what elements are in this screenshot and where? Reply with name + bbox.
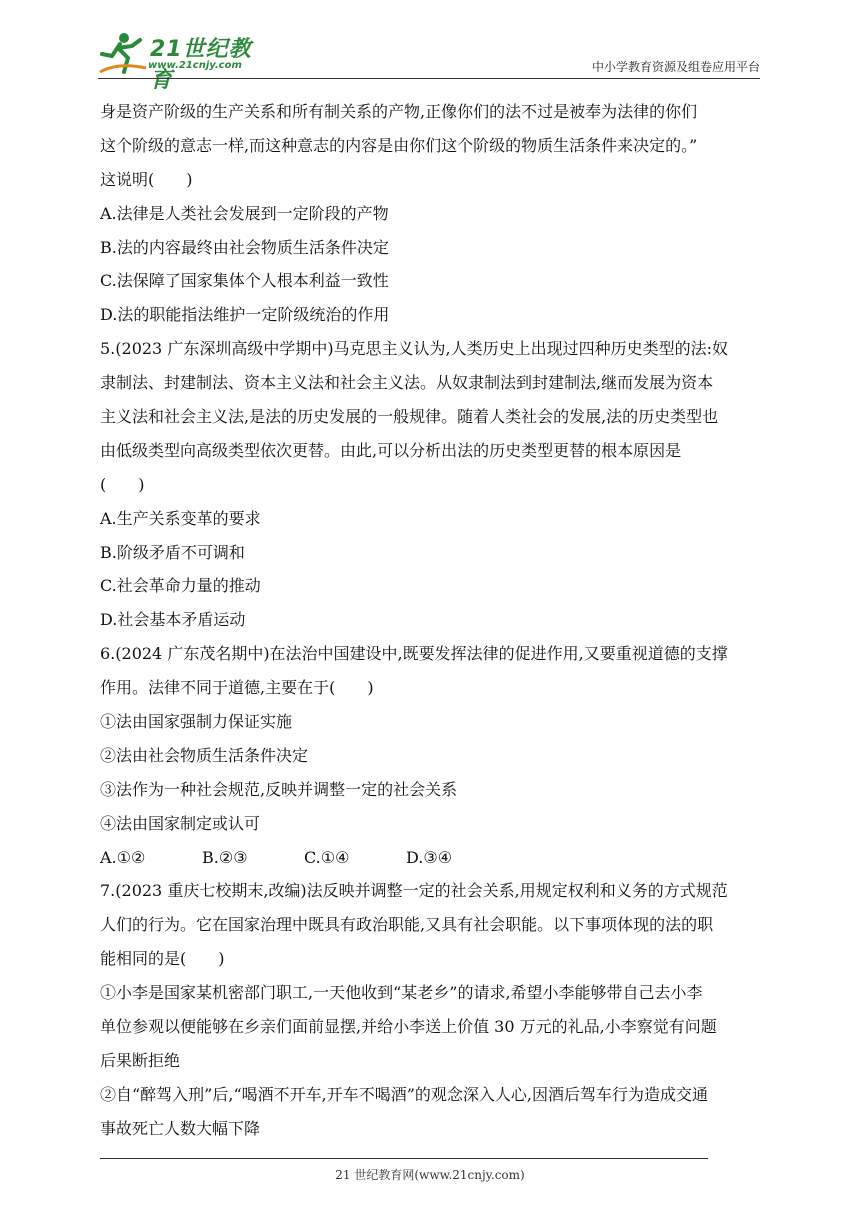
platform-label: 中小学教育资源及组卷应用平台 — [591, 60, 760, 74]
text-line: 这说明( ) — [100, 169, 193, 189]
option-line: C.社会革命力量的推动 — [100, 576, 261, 596]
option-b: B.②③ — [202, 847, 248, 867]
option-d: D.③④ — [406, 847, 453, 867]
statement-line: ①小李是国家某机密部门职工,一天他收到“某老乡”的请求,希望小李能够带自己去小李 — [100, 983, 703, 1003]
statement-line: ①法由国家强制力保证实施 — [100, 712, 293, 732]
option-line: D.社会基本矛盾运动 — [100, 610, 246, 630]
text-line: 能相同的是( ) — [100, 949, 225, 969]
text-line: 后果断拒绝 — [100, 1050, 181, 1070]
logo-text: 21世纪教育 — [150, 37, 252, 93]
header-divider — [98, 78, 760, 79]
document-body — [100, 95, 760, 1146]
text-line: 这个阶级的意志一样,而这种意志的内容是由你们这个阶级的物质生活条件来决定的。” — [100, 135, 698, 155]
question-7: 7.(2023 重庆七校期末,改编)法反映并调整一定的社会关系,用规定权利和义务的方式规范 — [100, 881, 728, 901]
text-line: 身是资产阶级的生产关系和所有制关系的产物,正像你们的法不过是被奉为法律的你们 — [100, 102, 698, 121]
text-line: 主义法和社会主义法,是法的历史发展的一般规律。随着人类社会的发展,法的历史类型也 — [100, 407, 719, 427]
statement-line: ②法由社会物质生活条件决定 — [100, 745, 309, 765]
option-line: C.法保障了国家集体个人根本利益一致性 — [100, 271, 389, 291]
option-line: A.生产关系变革的要求 — [100, 508, 261, 528]
statement-line: ④法由国家制定或认可 — [100, 813, 261, 833]
option-a: A.①② — [100, 847, 146, 867]
option-line: B.阶级矛盾不可调和 — [100, 542, 245, 562]
text-line: 单位参观以便能够在乡亲们面前显摆,并给小李送上价值 30 万元的礼品,小李察觉有问题 — [100, 1017, 717, 1037]
option-c: C.①④ — [304, 847, 350, 867]
text-line: 人们的行为。它在国家治理中既具有政治职能,又具有社会职能。以下事项体现的法的职 — [100, 915, 714, 935]
text-line: 作用。法律不同于道德,主要在于( ) — [100, 678, 374, 698]
option-line: D.法的职能指法维护一定阶级统治的作用 — [100, 305, 390, 325]
question-6: 6.(2024 广东茂名期中)在法治中国建设中,既要发挥法律的促进作用,又要重视道德的支撑 — [100, 644, 728, 664]
text-line: ( ) — [100, 474, 145, 494]
text-line: 由低级类型向高级类型依次更替。由此,可以分析出法的历史类型更替的根本原因是 — [100, 440, 682, 460]
runner-logo-icon — [98, 32, 148, 76]
page-header — [98, 30, 760, 93]
option-line: B.法的内容最终由社会物质生活条件决定 — [100, 237, 389, 257]
options-row — [100, 841, 760, 875]
footer-divider — [100, 1158, 708, 1159]
page-footer: 21 世纪教育网(www.21cnjy.com) — [335, 1168, 525, 1182]
statement-line: ③法作为一种社会规范,反映并调整一定的社会关系 — [100, 779, 458, 799]
question-5: 5.(2023 广东深圳高级中学期中)马克思主义认为,人类历史上出现过四种历史类型的法:奴 — [100, 339, 729, 359]
text-line: 事故死亡人数大幅下降 — [100, 1118, 261, 1138]
text-line: 隶制法、封建制法、资本主义法和社会主义法。从奴隶制法到封建制法,继而发展为资本 — [100, 373, 714, 393]
statement-line: ②自“醉驾入刑”后,“喝酒不开车,开车不喝酒”的观念深入人心,因酒后驾车行为造成交通 — [100, 1084, 708, 1104]
logo-url: www.21cnjy.com — [148, 60, 242, 71]
logo — [98, 32, 258, 93]
option-line: A.法律是人类社会发展到一定阶段的产物 — [100, 203, 389, 223]
